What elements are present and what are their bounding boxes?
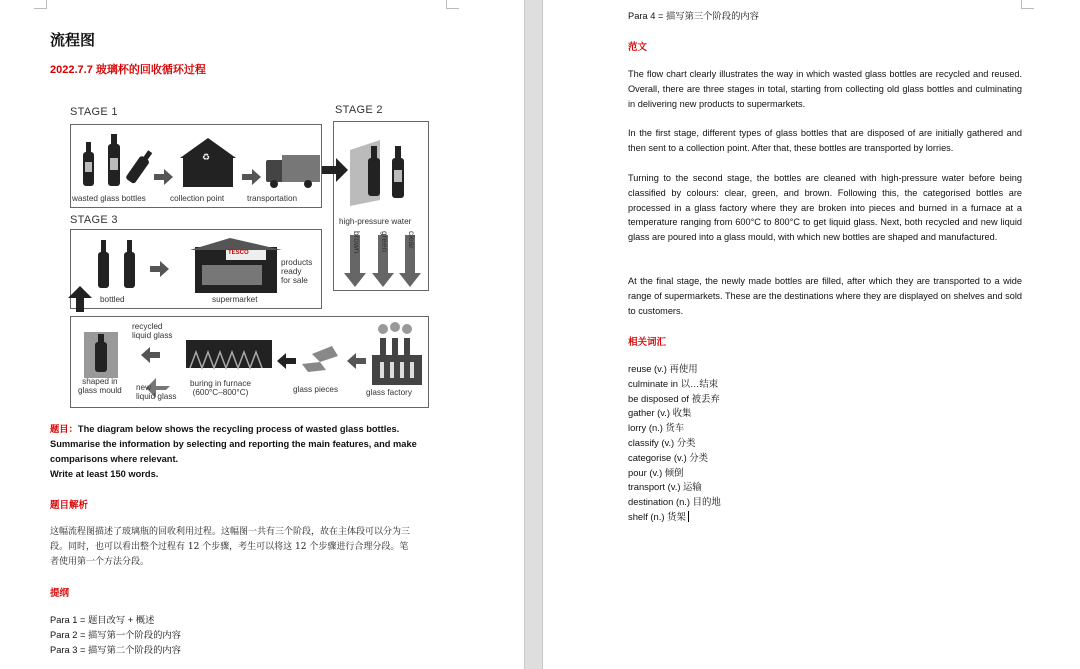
task-label: 题目： xyxy=(50,424,78,434)
analysis-line: 这幅流程图描述了玻璃瓶的回收利用过程。这幅图一共有三个阶段，故在主体段可以分为三 xyxy=(50,527,411,537)
essay-p2: In the first stage, different types of glass bottles that are disposed of are initially gathered and then sent to a collection point. After that, these bottles are transported by lorries. xyxy=(628,128,1022,153)
outline-heading: 提纲 xyxy=(50,588,70,599)
analysis-heading: 题目解析 xyxy=(50,500,89,511)
wasted-bottles-icon xyxy=(83,134,155,186)
arrow-icon xyxy=(68,286,92,312)
outline-para3: Para 3 = 描写第二个阶段的内容 xyxy=(50,645,181,655)
vocab-item: be disposed of 被丢弃 xyxy=(628,392,720,404)
model-heading: 范文 xyxy=(628,42,648,53)
vocab-item: classify (v.) 分类 xyxy=(628,436,696,448)
collection-point-icon xyxy=(180,138,236,187)
furnace-icon xyxy=(186,340,272,368)
vocab-item-last[interactable] xyxy=(628,510,721,525)
crop-mark xyxy=(34,0,47,9)
date-title: 2022.7.7 玻璃杯的回收循环过程 xyxy=(50,64,206,76)
cap-brown: brown xyxy=(352,231,361,254)
cap-supermarket: supermarket xyxy=(212,295,258,304)
arrow-icon xyxy=(150,261,169,277)
arrow-icon xyxy=(322,158,348,182)
bottled-icon xyxy=(98,240,135,288)
essay-p4: At the final stage, the newly made bottles are filled, after which they are transported to a wide range of supermarkets. These are the destinations where they are displayed on shelves and sold to customers. xyxy=(628,276,1022,316)
arrow-icon xyxy=(277,353,296,369)
task-line2: Summarise the information by selecting and reporting the main features, and make xyxy=(50,439,417,449)
page-gutter xyxy=(524,0,543,669)
outline-para2: Para 2 = 描写第一个阶段的内容 xyxy=(50,630,181,640)
vocab-item: pour (v.) 倾倒 xyxy=(628,466,684,478)
truck-icon xyxy=(266,155,320,188)
vocab-item: shelf (n.) 货架 xyxy=(628,510,686,522)
cap-products: products ready for sale xyxy=(281,258,313,285)
task-line1: The diagram below shows the recycling process of wasted glass bottles. xyxy=(77,424,400,434)
cap-green: green xyxy=(380,231,389,252)
analysis-line: 段。同时，也可以看出整个过程有 12 个步骤，考生可以将这 12 个步骤进行合理分段。笔 xyxy=(50,542,409,552)
vocab-item: culminate in 以…结束 xyxy=(628,377,719,389)
recycling-diagram xyxy=(50,100,450,410)
stage3-label: STAGE 3 xyxy=(70,214,118,226)
crop-mark xyxy=(446,0,459,9)
page-title: 流程图 xyxy=(50,31,96,49)
vocab-item: reuse (v.) 再使用 xyxy=(628,363,698,374)
cap-wasted: wasted glass bottles xyxy=(72,194,146,203)
task-line3: comparisons where relevant. xyxy=(50,454,179,464)
cap-buring: buring in furnace (600°C–800°C) xyxy=(190,379,251,397)
cap-pieces: glass pieces xyxy=(293,385,339,394)
vocab-list xyxy=(628,362,721,525)
stage2-label: STAGE 2 xyxy=(335,104,383,116)
vocab-item: gather (v.) 收集 xyxy=(628,407,692,419)
arrow-icon xyxy=(242,169,261,185)
cap-collection: collection point xyxy=(170,194,225,203)
task-block xyxy=(50,422,450,482)
text-cursor xyxy=(688,511,690,522)
analysis-text xyxy=(50,525,450,570)
diagram-graphics xyxy=(50,100,450,410)
vocab-item: transport (v.) 运输 xyxy=(628,481,702,493)
outline-para4: Para 4 = 描写第三个阶段的内容 xyxy=(628,11,759,21)
arrow-icon xyxy=(154,169,173,185)
vocab-item: lorry (n.) 货车 xyxy=(628,422,685,434)
essay-p3: Turning to the second stage, the bottles are cleaned with high-pressure water before being classified by colours: clear, green, and brown. Following this, the categorised bottles are processed in a glass factory where they are broken into pieces and burned in a furnace at a temperature ranging from 600°C to 800°C to get liquid glass. Next, both recycled and new liquid glass are poured into a glass mould, with which new bottles are shaped and manufactured. xyxy=(628,173,1022,243)
cap-new-liquid: new liquid glass xyxy=(136,383,177,401)
glass-mould-icon xyxy=(84,332,118,378)
vocab-item: destination (n.) 目的地 xyxy=(628,496,721,508)
vocab-heading: 相关词汇 xyxy=(628,337,667,348)
outline-para1: Para 1 = 题目改写 + 概述 xyxy=(50,615,155,625)
cap-bottled: bottled xyxy=(100,295,125,304)
right-page xyxy=(543,0,1080,669)
cap-factory: glass factory xyxy=(366,388,412,397)
vocab-item: categorise (v.) 分类 xyxy=(628,451,709,463)
arrow-icon xyxy=(141,347,160,363)
cap-tesco: TESCO xyxy=(228,250,249,256)
cap-shaped: shaped in glass mould xyxy=(78,377,122,395)
essay-p1: The flow chart clearly illustrates the way in which wasted glass bottles are recycled and reused. Overall, there are three stages in total, starting from collecting old glass bottles and culminating in delivering new products to supermarkets. xyxy=(628,69,1022,109)
arrow-icon xyxy=(347,353,366,369)
stage1-label: STAGE 1 xyxy=(70,106,118,118)
outline-list xyxy=(50,613,181,658)
glass-pieces-icon xyxy=(302,346,338,372)
task-line4: Write at least 150 words. xyxy=(50,469,159,479)
svg-text:♻: ♻ xyxy=(202,152,211,162)
cap-recycled: recycled liquid glass xyxy=(132,322,173,340)
cap-transport: transportation xyxy=(247,194,298,203)
left-page xyxy=(0,0,524,669)
cap-clear: clear xyxy=(407,231,416,249)
glass-factory-icon xyxy=(372,322,422,385)
crop-mark xyxy=(1021,0,1034,9)
supermarket-icon xyxy=(190,238,282,293)
analysis-line: 者使用第一个方法分段。 xyxy=(50,557,150,567)
washed-bottles-icon xyxy=(350,140,404,206)
cap-hp: high-pressure water xyxy=(339,217,412,226)
